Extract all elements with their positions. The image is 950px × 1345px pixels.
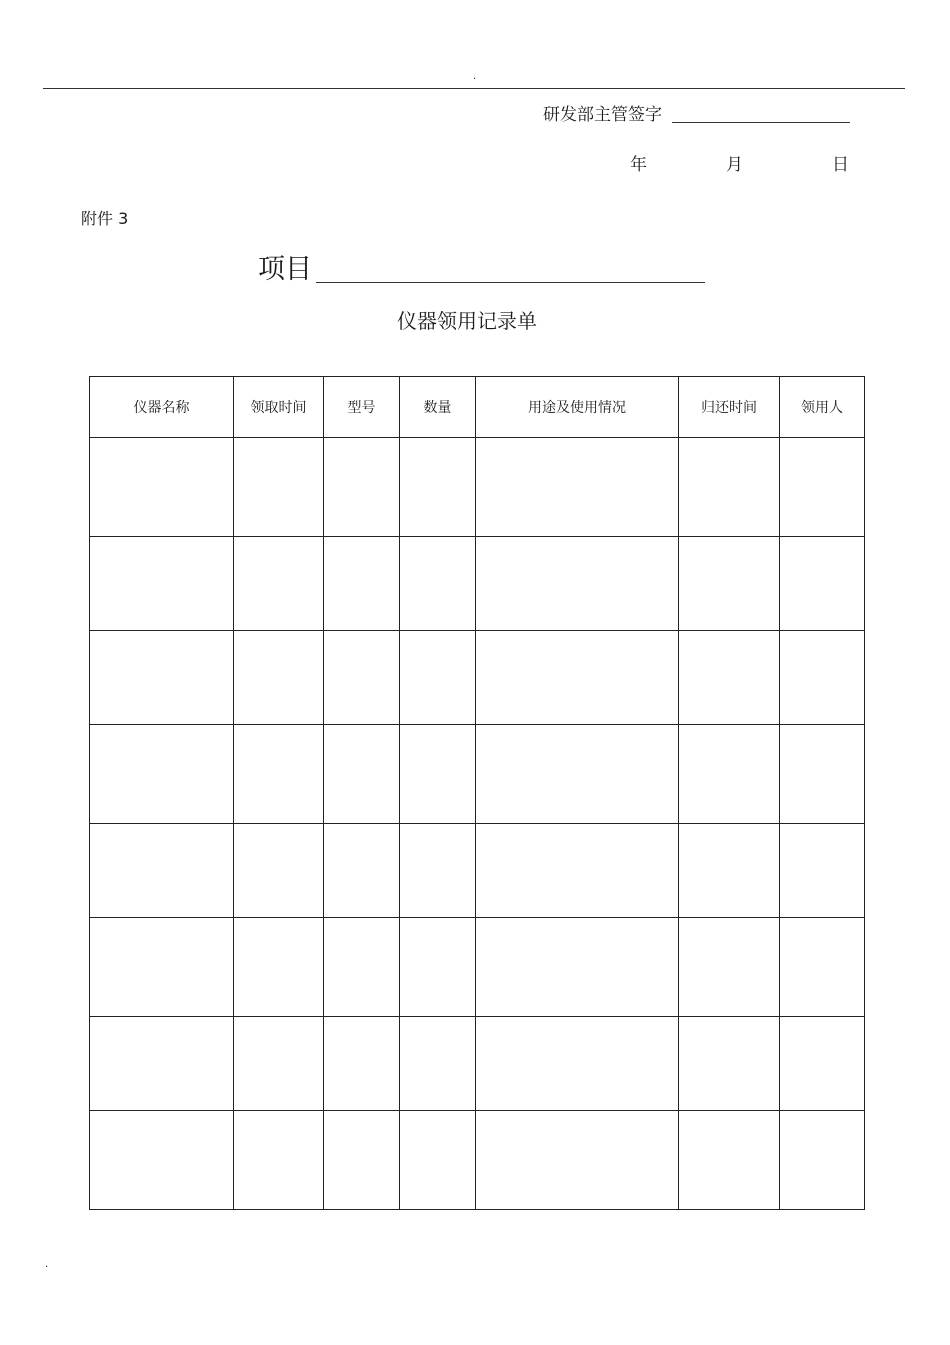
date-year-label: 年 xyxy=(630,155,647,175)
table-cell[interactable] xyxy=(90,438,234,537)
table-cell[interactable] xyxy=(476,438,679,537)
table-row xyxy=(90,725,865,824)
table-cell[interactable] xyxy=(400,438,476,537)
table-cell[interactable] xyxy=(780,438,865,537)
table-cell[interactable] xyxy=(90,537,234,631)
signature-row xyxy=(543,104,850,126)
record-table xyxy=(89,376,865,1210)
footer-dot-mark: . xyxy=(45,1259,49,1270)
table-cell[interactable] xyxy=(400,918,476,1017)
table-cell[interactable] xyxy=(476,537,679,631)
column-header: 领取时间 xyxy=(234,377,324,438)
table-cell[interactable] xyxy=(679,725,780,824)
date-day-label: 日 xyxy=(832,155,849,175)
table-header-row xyxy=(90,377,865,438)
column-header: 仪器名称 xyxy=(90,377,234,438)
column-header: 数量 xyxy=(400,377,476,438)
table-cell[interactable] xyxy=(234,438,324,537)
table-cell[interactable] xyxy=(476,725,679,824)
table-row xyxy=(90,1111,865,1210)
signature-line xyxy=(672,122,850,123)
table-body xyxy=(90,438,865,1210)
table-row xyxy=(90,631,865,725)
table-cell[interactable] xyxy=(679,918,780,1017)
table-cell[interactable] xyxy=(324,1111,400,1210)
table-cell[interactable] xyxy=(400,631,476,725)
table-cell[interactable] xyxy=(780,824,865,918)
table-cell[interactable] xyxy=(90,1111,234,1210)
project-label: 项目 xyxy=(258,254,312,285)
table-cell[interactable] xyxy=(324,631,400,725)
table-row xyxy=(90,438,865,537)
table-cell[interactable] xyxy=(90,631,234,725)
table-cell[interactable] xyxy=(780,1017,865,1111)
table-cell[interactable] xyxy=(234,631,324,725)
table-cell[interactable] xyxy=(780,537,865,631)
table-cell[interactable] xyxy=(780,631,865,725)
column-header: 归还时间 xyxy=(679,377,780,438)
table-cell[interactable] xyxy=(476,918,679,1017)
table-cell[interactable] xyxy=(400,537,476,631)
table-cell[interactable] xyxy=(679,1017,780,1111)
form-title: 仪器领用记录单 xyxy=(397,309,537,333)
table-cell[interactable] xyxy=(400,1111,476,1210)
table-cell[interactable] xyxy=(234,537,324,631)
table-row xyxy=(90,1017,865,1111)
table-cell[interactable] xyxy=(679,537,780,631)
attachment-label: 附件 3 xyxy=(81,209,129,228)
project-line xyxy=(316,282,705,283)
table-cell[interactable] xyxy=(679,438,780,537)
table-row xyxy=(90,824,865,918)
table-cell[interactable] xyxy=(476,631,679,725)
table-cell[interactable] xyxy=(234,1017,324,1111)
header-dot-mark: . xyxy=(473,71,477,82)
table-cell[interactable] xyxy=(234,725,324,824)
table-row xyxy=(90,537,865,631)
table-cell[interactable] xyxy=(780,918,865,1017)
table-cell[interactable] xyxy=(234,824,324,918)
signature-label: 研发部主管签字 xyxy=(543,105,662,125)
header-rule xyxy=(43,88,905,89)
column-header: 型号 xyxy=(324,377,400,438)
date-month-label: 月 xyxy=(726,155,743,175)
table-cell[interactable] xyxy=(90,918,234,1017)
project-row xyxy=(258,252,705,288)
table-cell[interactable] xyxy=(679,824,780,918)
table-cell[interactable] xyxy=(476,1017,679,1111)
table-cell[interactable] xyxy=(679,1111,780,1210)
table-cell[interactable] xyxy=(679,631,780,725)
table-cell[interactable] xyxy=(324,1017,400,1111)
table-cell[interactable] xyxy=(324,918,400,1017)
table-cell[interactable] xyxy=(400,725,476,824)
table-row xyxy=(90,918,865,1017)
table-cell[interactable] xyxy=(90,725,234,824)
column-header: 用途及使用情况 xyxy=(476,377,679,438)
table-cell[interactable] xyxy=(780,1111,865,1210)
table-cell[interactable] xyxy=(324,438,400,537)
table-cell[interactable] xyxy=(780,725,865,824)
table-cell[interactable] xyxy=(234,918,324,1017)
table-cell[interactable] xyxy=(400,824,476,918)
table-cell[interactable] xyxy=(324,537,400,631)
table-cell[interactable] xyxy=(476,1111,679,1210)
table-cell[interactable] xyxy=(324,725,400,824)
table-cell[interactable] xyxy=(476,824,679,918)
table-cell[interactable] xyxy=(90,824,234,918)
table-cell[interactable] xyxy=(400,1017,476,1111)
table-cell[interactable] xyxy=(234,1111,324,1210)
table-cell[interactable] xyxy=(90,1017,234,1111)
column-header: 领用人 xyxy=(780,377,865,438)
table-cell[interactable] xyxy=(324,824,400,918)
